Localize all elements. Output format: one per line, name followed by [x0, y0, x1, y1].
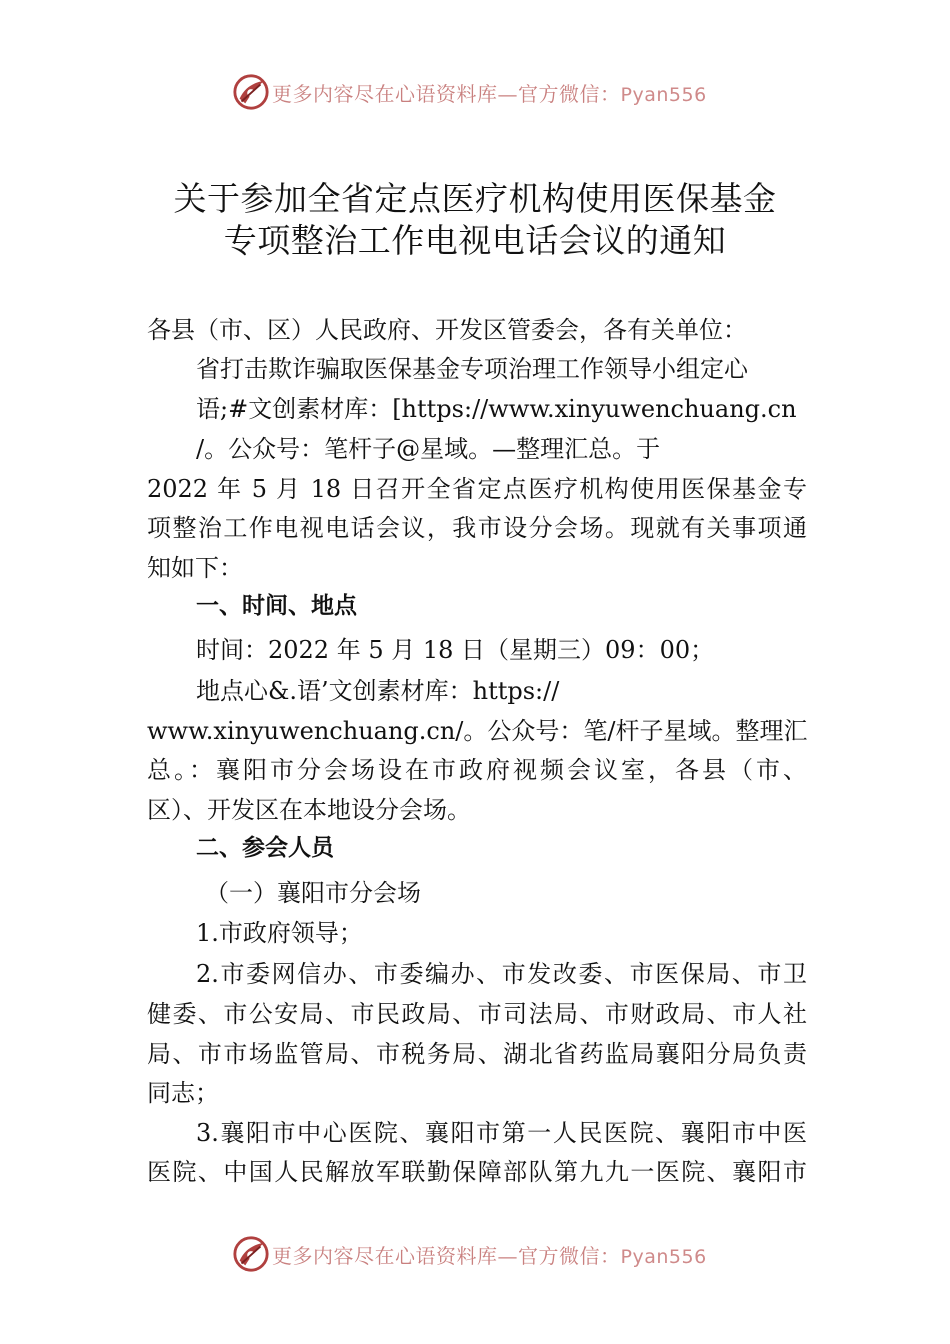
document-title-line-1: 关于参加全省定点医疗机构使用医保基金 — [173, 179, 777, 218]
subsection-heading-1: （一）襄阳市分会场 — [205, 879, 421, 907]
paragraph-1-line-6: 知如下： — [147, 554, 243, 582]
list-item-2-line-4: 同志； — [147, 1079, 219, 1107]
meeting-place-line-1: 地点心&.语’文创素材库：https:// — [196, 677, 560, 705]
wechat-id: Pyan556 — [620, 1245, 707, 1268]
document-title-line-2: 专项整治工作电视电话会议的通知 — [223, 221, 727, 260]
paragraph-1-line-4: 2022 年 5 月 18 日召开全省定点医疗机构使用医保基金专 — [147, 475, 807, 503]
xinyu-logo-icon — [232, 1235, 270, 1273]
list-item-2-line-2: 健委、市公安局、市民政局、市司法局、市财政局、市人社 — [147, 1000, 807, 1028]
meeting-place-line-4: 区）、开发区在本地设分会场。 — [147, 796, 471, 824]
section-heading-1: 一、时间、地点 — [196, 593, 357, 619]
paragraph-1-line-3: /。公众号：笔杆子@星域。—整理汇总。于 — [196, 435, 661, 463]
list-item-2-line-3: 局、市市场监管局、市税务局、湖北省药监局襄阳分局负责 — [147, 1040, 807, 1068]
banner-text: 更多内容尽在心语资料库—官方微信：Pyan556 — [272, 81, 707, 106]
banner-text: 更多内容尽在心语资料库—官方微信：Pyan556 — [272, 1243, 707, 1268]
wechat-id: Pyan556 — [620, 83, 707, 106]
meeting-place-line-3: 总。：襄阳市分会场设在市政府视频会议室，各县（市、 — [147, 756, 807, 784]
list-item-1: 1.市政府领导； — [196, 919, 363, 947]
list-item-2-line-1: 2.市委网信办、市委编办、市发改委、市医保局、市卫 — [196, 960, 807, 988]
xinyu-logo-icon — [232, 73, 270, 111]
section-heading-2: 二、参会人员 — [196, 835, 334, 861]
meeting-place-line-2: www.xinyuwenchuang.cn/。公众号：笔/杆子星域。整理汇 — [147, 717, 808, 745]
header-watermark-banner — [0, 72, 950, 112]
salutation: 各县（市、区）人民政府、开发区管委会，各有关单位： — [147, 316, 747, 344]
footer-watermark-banner — [0, 1234, 950, 1274]
list-item-3-line-2: 医院、中国人民解放军联勤保障部队第九九一医院、襄阳市 — [147, 1158, 807, 1186]
paragraph-1-line-1: 省打击欺诈骗取医保基金专项治理工作领导小组定心 — [196, 355, 748, 383]
meeting-time: 时间：2022 年 5 月 18 日（星期三）09：00； — [196, 636, 715, 664]
paragraph-1-line-2: 语;#文创素材库：[https://www.xinyuwenchuang.cn — [196, 395, 797, 423]
list-item-3-line-1: 3.襄阳市中心医院、襄阳市第一人民医院、襄阳市中医 — [196, 1119, 807, 1147]
paragraph-1-line-5: 项整治工作电视电话会议，我市设分会场。现就有关事项通 — [147, 514, 807, 542]
